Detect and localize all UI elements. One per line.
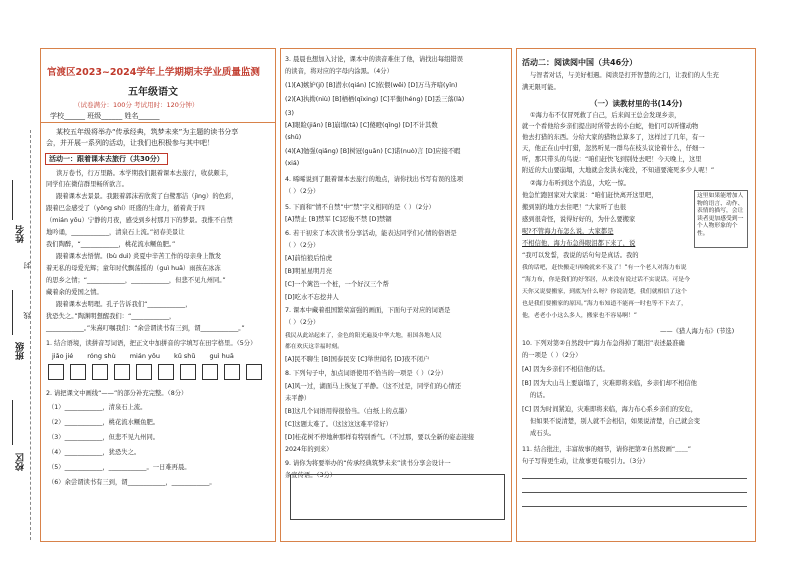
q3-option[interactable]: [A]眼睑(jiǎn) [B]崩塌(tā) [C]傻瞪(qǐng) [D]不计其数 — [285, 122, 438, 129]
passage-line: 跟着课本去明理。孔子告诉我们“____________， — [56, 301, 192, 308]
a2-intro-1: 与智者对话，与美好相遇。阅读是打开智慧的之门，让我们的人生充 — [530, 72, 719, 79]
side-label-school: 校区 — [16, 453, 26, 471]
grid-cell[interactable] — [70, 364, 86, 380]
side-underline-3 — [12, 400, 13, 445]
para2-line: “我可以发誓，我说的话句句是真话。我的 — [522, 252, 639, 259]
para1-line: 他去打猎的东西。分给大家的猎物总算多了，这样过了几年，有一 — [522, 134, 705, 141]
passage-line: 读万卷书，行万里路。本学期我们跟着课本去旅行，收获颇丰， — [56, 170, 233, 177]
q8-option-c[interactable]: [C]这题太难了。（这这这这难平常好） — [285, 421, 392, 428]
q6-option-b[interactable]: [B]明星星明月亮 — [285, 268, 333, 275]
pinyin-1: jiǎo jié — [52, 352, 74, 360]
question-9-score: 条宣传语。（3分） — [285, 472, 337, 479]
q2-item-4: （4）____________，犹恐失之。 — [48, 449, 141, 456]
passage-line: 犹恐失之。”陶渊明想醒我们：“____________， — [46, 313, 176, 320]
q10-option-c-cont: 成石头。 — [530, 430, 556, 437]
para2-line: 呢?不管海力布怎么说，大家都是 — [522, 228, 614, 235]
question-10: 10. 下列对第②自然段中“海力布急得掉了眼泪”表述最准确 — [522, 340, 685, 347]
grid-cell[interactable] — [48, 364, 64, 380]
annotation-note: 这里如果能增加人物的语言、动作、表情的描写，会让读者更加感受到一个人物形象的个性。 — [694, 190, 748, 248]
q7-passage: 我民从此站起来了，金色的阳光遍及中华大地，祖国各地人民 — [285, 333, 442, 339]
q3-option[interactable]: (4)[A]勉强(qiǎng) [B]树冠(guān) [C]诺(nuò)言 [D]应接不暇 — [285, 148, 461, 155]
exam-subject: 五年级语文 — [128, 87, 178, 98]
para2-line: 我的话吧，赶快搬走!再晚就来不及了！”有一个老人对海力布说 — [522, 265, 687, 271]
grid-cell[interactable] — [136, 364, 152, 380]
intro-line-1: 某校五年级将举办“传承经典，筑梦未来”为主题的读书分享 — [56, 128, 239, 136]
grid-cell[interactable] — [114, 364, 130, 380]
passage-line: 着无私的母爱光辉；童年时代飘荡摇的（guì huā）雨孩在冰冻 — [46, 265, 221, 272]
q7-passage: 都在欢庆这幸福时刻。 — [285, 344, 343, 350]
question-5: 5. 下面和“情不自禁”中“禁”字义相同的是（ ）（2分） — [285, 204, 435, 211]
score-info: （试卷满分：100分 考试用时：120分钟） — [74, 101, 199, 109]
pinyin-row — [52, 352, 234, 360]
source-citation: ——《猎人海力布》(节选) — [660, 328, 735, 335]
para2-line: “海力布，你是我们的好邻居，从来没有说过话不实说话。可是今 — [522, 277, 690, 283]
pinyin-5: guì huā — [209, 352, 234, 360]
para2-line: 他急忙跑回家对大家说：“咱们赶快离开这里吧， — [522, 192, 658, 199]
grid-cell[interactable] — [224, 364, 240, 380]
q10-option-b-cont: 的话。 — [530, 392, 549, 399]
passage-line: 地吟诵，____________，清泉石上流。”初春美景让 — [46, 229, 185, 236]
q2-item-3: （3）____________，但悲不见九州同。 — [48, 434, 160, 441]
question-11: 11. 结合批注，丰富故事的细节，请你把第②自然段画“﹏﹏” — [522, 446, 692, 453]
student-fields: 学校______ 班级______ 姓名______ — [50, 112, 160, 120]
q8-option-a[interactable]: [A]风一过，湖面马上恢复了平静。（这不过是，同学们的心情还 — [285, 383, 462, 390]
side-label-name: 姓名 — [16, 225, 26, 243]
q5-options[interactable]: [A]禁止 [B]禁军 [C]忍俊不禁 [D]禁锢 — [285, 216, 392, 223]
para1-line: 附近的大山要崩塌，大地就会发洪水淹没，不知道要淹死多少人呢！” — [522, 167, 715, 174]
q9-answer-box[interactable] — [290, 474, 505, 520]
para2-line: ②海力布听到这个消息，大吃一惊。 — [530, 180, 631, 187]
q3-line: 3. 晨晨也想加入讨论，课本中的读音难住了他，请找出每组错误 — [285, 56, 464, 63]
grid-cell[interactable] — [180, 364, 196, 380]
q3-option[interactable]: (1)[A]嫉妒(jí) [B]潜水(qián) [C]依偎(wēi) [D]万马齐喑(yīn) — [285, 82, 458, 89]
para1-line: 天，他正在山中打猎，忽然听见一群鸟在枝头议论着什么，仔细一 — [522, 145, 705, 152]
q8-option-d[interactable]: [D]桂花树不停地种那样有特别香气。（不过那，要以全新的姿态迎接 — [285, 434, 475, 441]
para2-line: 不相信他，海力布急得眼泪都下来了，说 — [522, 240, 636, 247]
question-6: 6. 若干初来了本次读书分享活动，能表达同学们心情的俗语是 — [285, 230, 457, 237]
q3-option: (shǔ) — [285, 134, 302, 141]
q3-option[interactable]: (3) — [285, 110, 294, 117]
q8-option-d-cont: 2024年的到来） — [285, 446, 333, 453]
question-6-score: （ ）（2分） — [285, 242, 320, 249]
question-10-score: 的一项是（ ）（2分） — [522, 352, 582, 359]
q3-line: 的读音，将对应的字母内涂黑。（4分） — [285, 68, 393, 75]
question-4-score: （ ）（2分） — [285, 188, 320, 195]
passage-line: （mián yōu）宁静的月夜，感受到乡村那月下的梦景。我惟不自禁 — [46, 217, 233, 224]
activity-1-heading: 活动一：跟着课本去旅行（共30分） — [45, 153, 168, 165]
question-7: 7. 课本中藏着祖国繁荣富强的画面，下面句子对应的词语是 — [285, 307, 451, 314]
activity-2-heading: 活动二：阅读阅中国（共46分） — [522, 58, 638, 67]
para1-line: 听，那只带头的鸟说：“咱们赶快飞到别处去吧！今天晚上，这里 — [522, 156, 702, 163]
q11-answer-line[interactable] — [522, 478, 747, 479]
q8-option-b[interactable]: [B]这几个词语用得很恰当。（白纸上的点墨） — [285, 408, 411, 415]
q2-item-6: （6）余尝谓读书有三到，谓____________，____________。 — [48, 479, 216, 486]
q3-option[interactable]: (2)[A]执拗(niù) [B]栖栖(qīxing) [C]平衡(héng) [D]丢三落(là) — [285, 96, 465, 103]
question-8: 8. 下列句子中，加点词语使用不恰当的一项是（ ）（2分） — [285, 370, 447, 377]
seal-mark-1: 封 — [23, 262, 31, 269]
passage-line: 跟着巴金感受了（yǒng shí）旺盛的生命力，循着黄于四 — [46, 205, 205, 212]
pinyin-4: kǔ shǔ — [173, 352, 196, 360]
question-11-score: 句子写得更生动，让故事更有吸引力。（3分） — [522, 458, 649, 465]
q6-option-a[interactable]: [A]前怕狼后怕虎 — [285, 255, 333, 262]
passage-line: 跟着课本去景景。我跟着郭沫若欣赏了白鹭那洁（jìng）的色彩， — [56, 193, 238, 200]
question-1: 1. 结合语境，读拼音写词语，把正文中加拼音的字填写在田字格里。（5分） — [46, 340, 257, 347]
passage-line: 同学们在微信群里畅所欲言。 — [46, 181, 128, 188]
q2-item-2: （2）____________，桃花流水鳜鱼肥。 — [48, 419, 160, 426]
question-7-score: （ ）（2分） — [285, 319, 320, 326]
para1-line: ①海力布不仅冒死救了自己，后来阎王总会发现乡亲， — [530, 112, 681, 119]
q11-answer-line[interactable] — [522, 492, 747, 493]
q10-option-c-cont: 但如果不说清楚，别人就不会相信，如果说清楚，自己就会变 — [530, 418, 701, 425]
para2-line: 感到很奇怪，说得好好的，为什么要搬家 — [522, 216, 636, 223]
q2-item-5: （5）____________，____________。一日难再晨。 — [48, 464, 191, 471]
grid-cell[interactable] — [92, 364, 108, 380]
q8-option-a-cont: 未平静） — [285, 395, 311, 402]
q10-option-a[interactable]: [A] 因为乡亲们不相信他的话。 — [522, 366, 609, 373]
q6-option-c[interactable]: [C]一个篱笆一个桩，一个好汉三个帮 — [285, 281, 389, 288]
para2-line: 天你又说要搬家，到底为什么呀？你说清楚，我们就相信了这个 — [522, 289, 687, 295]
passage-line: 藏着余的爱国之情。 — [46, 289, 103, 296]
side-underline-2 — [12, 290, 13, 335]
a2-intro-2: 满无限可能。 — [522, 84, 560, 91]
side-label-class: 班级 — [16, 342, 26, 360]
intro-line-2: 会，并开展一系列的活动，让我们也积极参与其中吧！ — [46, 139, 214, 147]
grid-cell[interactable] — [202, 364, 218, 380]
passage-line: 跟着课本去悟情。(bù duì) 炎夏中辛苦工作的母亲身上散发 — [56, 253, 222, 260]
q2-item-1: （1）____________，清泉石上流。 — [48, 404, 147, 411]
para2-line: 搬到别的地方去住吧！”大家听了也很 — [522, 204, 627, 211]
exam-title: 官渡区2023~2024学年上学期期末学业质量监测 — [47, 67, 260, 78]
para1-line: 就一个看他给乡亲们提出时所带去的小白蛇，他们可以听懂动物 — [522, 123, 699, 130]
grid-cell[interactable] — [246, 364, 262, 380]
q10-option-b[interactable]: [B] 因为大山马上要崩塌了，灾难即将来临，乡亲们却不相信他 — [522, 380, 697, 387]
question-2: 2. 请把课文中画线“——”的部分补充完整。（8分） — [46, 390, 188, 397]
question-9: 9. 请你为将要举办的“传承经典筑梦未来”读书分享会设计一 — [285, 460, 451, 467]
question-4: 4. 晞晞说到了跟着课本去旅行的地点，请你找出书写有误的选项 — [285, 176, 464, 183]
q7-options[interactable]: [A]民不聊生 [B]国泰民安 [C]举世闻名 [D]夜不闭户 — [285, 356, 430, 363]
q11-answer-line[interactable] — [522, 506, 747, 507]
para2-line: 也是我们要搬家的原因。”海力布知道不能再一时也等不下去了， — [522, 301, 688, 307]
q6-option-d[interactable]: [D]吃水不忘挖井人 — [285, 294, 339, 301]
header-divider — [40, 122, 276, 123]
passage-line: 的思乡之情；“____________，____________，但悲不见九州同。” — [46, 277, 226, 284]
answer-grid — [48, 364, 262, 380]
q10-option-c[interactable]: [C] 因为时间紧迫，灾难即将来临，海力布心系乡亲们的安危， — [522, 406, 698, 413]
section-heading: （一）读教材里的书(14分) — [590, 99, 683, 108]
side-underline-1 — [12, 180, 13, 220]
para2-line: 他，老老小小这么多人，搬家也不容易啊！” — [522, 313, 637, 319]
binding-line — [30, 130, 31, 540]
q3-option: (xiá) — [285, 160, 300, 167]
pinyin-2: róng shù — [87, 352, 116, 360]
grid-cell[interactable] — [158, 364, 174, 380]
passage-line: 我们陶醉，“____________，桃花流水鳜鱼肥。” — [46, 241, 176, 248]
passage-line: ____________。”朱熹叮嘱我们：“余尝谓读书有三到，谓____________。” — [46, 325, 245, 332]
pinyin-3: mián yōu — [129, 352, 160, 360]
seal-mark-2: 线 — [23, 312, 31, 319]
